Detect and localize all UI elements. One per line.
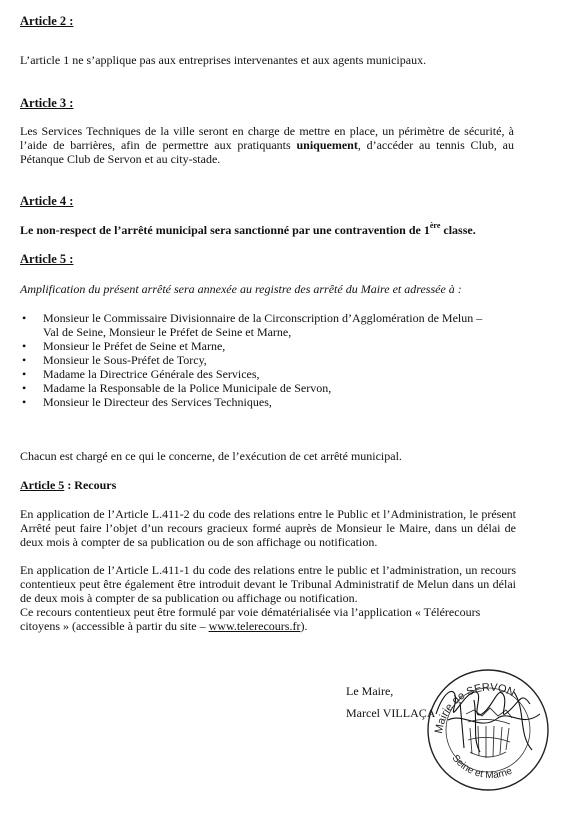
recipient-text: Madame la Directrice Générale des Services,	[43, 367, 260, 381]
article-4-sanction-end: classe.	[440, 223, 476, 237]
recours-heading	[20, 478, 520, 492]
recipient-item	[22, 339, 500, 353]
article-3-text	[20, 124, 514, 166]
recipient-text: Monsieur le Commissaire Divisionnaire de la Circonscription d’Agglomération de Melun – Val de Seine, Monsieur le Préfet de Seine et Marne,	[43, 311, 483, 339]
article-4-sanction: Le non-respect de l’arrêté municipal sera sanctionné par une contravention de 1	[20, 223, 430, 237]
handwritten-signature-icon	[436, 691, 540, 752]
signatory-title: Le Maire,	[346, 684, 394, 698]
recipient-text: Madame la Responsable de la Police Municipale de Servon,	[43, 381, 332, 395]
article-3-heading: Article 3 :	[20, 96, 74, 110]
article-4-heading: Article 4 :	[20, 194, 74, 208]
bullet-icon: •	[22, 353, 27, 367]
recipient-text: Monsieur le Directeur des Services Techniques,	[43, 395, 272, 409]
recipient-text: Monsieur le Sous-Préfet de Torcy,	[43, 353, 207, 367]
recipient-list	[22, 311, 500, 409]
recipient-item	[22, 381, 500, 395]
signatory-name: Marcel VILLAÇA	[346, 706, 436, 720]
article-5-heading: Article 5 :	[20, 252, 74, 266]
recipient-item	[22, 395, 500, 409]
bullet-icon: •	[22, 311, 27, 325]
recours-contentieux-paragraph: En application de l’Article L.411-1 du code des relations entre le public et l’administration, un recours contentieux peut être également être introduit devant le Tribunal Administratif de Melun dans un délai de deux mois à compter de sa publication ou affichage ou notification.	[20, 563, 516, 605]
telerecours-text-end: ).	[300, 619, 308, 633]
bullet-icon: •	[22, 339, 27, 353]
article-2-text: L’article 1 ne s’applique pas aux entreprises intervenantes et aux agents municipaux.	[20, 53, 427, 67]
execution-statement: Chacun est chargé en ce qui le concerne, de l’exécution de cet arrêté municipal.	[20, 449, 402, 463]
bullet-icon: •	[22, 395, 27, 409]
bullet-icon: •	[22, 367, 27, 381]
recours-heading-label: Article 5	[20, 478, 65, 492]
recipient-item	[22, 353, 500, 367]
article-3-emphasis: uniquement	[296, 138, 358, 152]
article-4-text	[20, 223, 520, 237]
recipient-item	[22, 367, 500, 381]
article-3-text-part-2: , d’accéder au tennis Club, au Pétanque Club de Servon et au city-stade.	[20, 138, 515, 166]
article-5-intro: Amplification du présent arrêté sera annexée au registre des arrêté du Maire et adressée à :	[20, 282, 462, 296]
article-2-heading: Article 2 :	[20, 14, 74, 28]
recours-heading-suffix: : Recours	[64, 478, 117, 492]
article-4-superscript: ère	[429, 221, 441, 230]
stamp-bottom-label: Seine et Marne	[449, 752, 514, 782]
mairie-stamp-seal	[418, 662, 558, 796]
telerecours-link[interactable]: www.telerecours.fr	[208, 619, 301, 633]
stamp-bottom-text	[450, 753, 515, 781]
recipient-text: Monsieur le Préfet de Seine et Marne,	[43, 339, 226, 353]
article-3-text-part-1: Les Services Techniques de la ville seront en charge de mettre en place, un périmètre de sécurité, à l’aide de barrières, afin de permettre aux pratiquants	[20, 124, 514, 152]
stamp-top-label: Mairie de SERVON	[432, 681, 517, 735]
telerecours-paragraph	[20, 605, 516, 633]
bullet-icon: •	[22, 381, 27, 395]
telerecours-text: Ce recours contentieux peut être formulé par voie dématérialisée via l’application « Télérecours citoyens » (accessible à partir du site –	[20, 605, 481, 633]
recipient-item	[22, 311, 500, 339]
recours-gracieux-paragraph: En application de l’Article L.411-2 du code des relations entre le Public et l’Administration, le présent Arrêté peut faire l’objet d’un recours gracieux formé auprès de Monsieur le Maire, dans un délai de deux mois à compter de sa publication ou de son affichage ou notification.	[20, 507, 516, 549]
